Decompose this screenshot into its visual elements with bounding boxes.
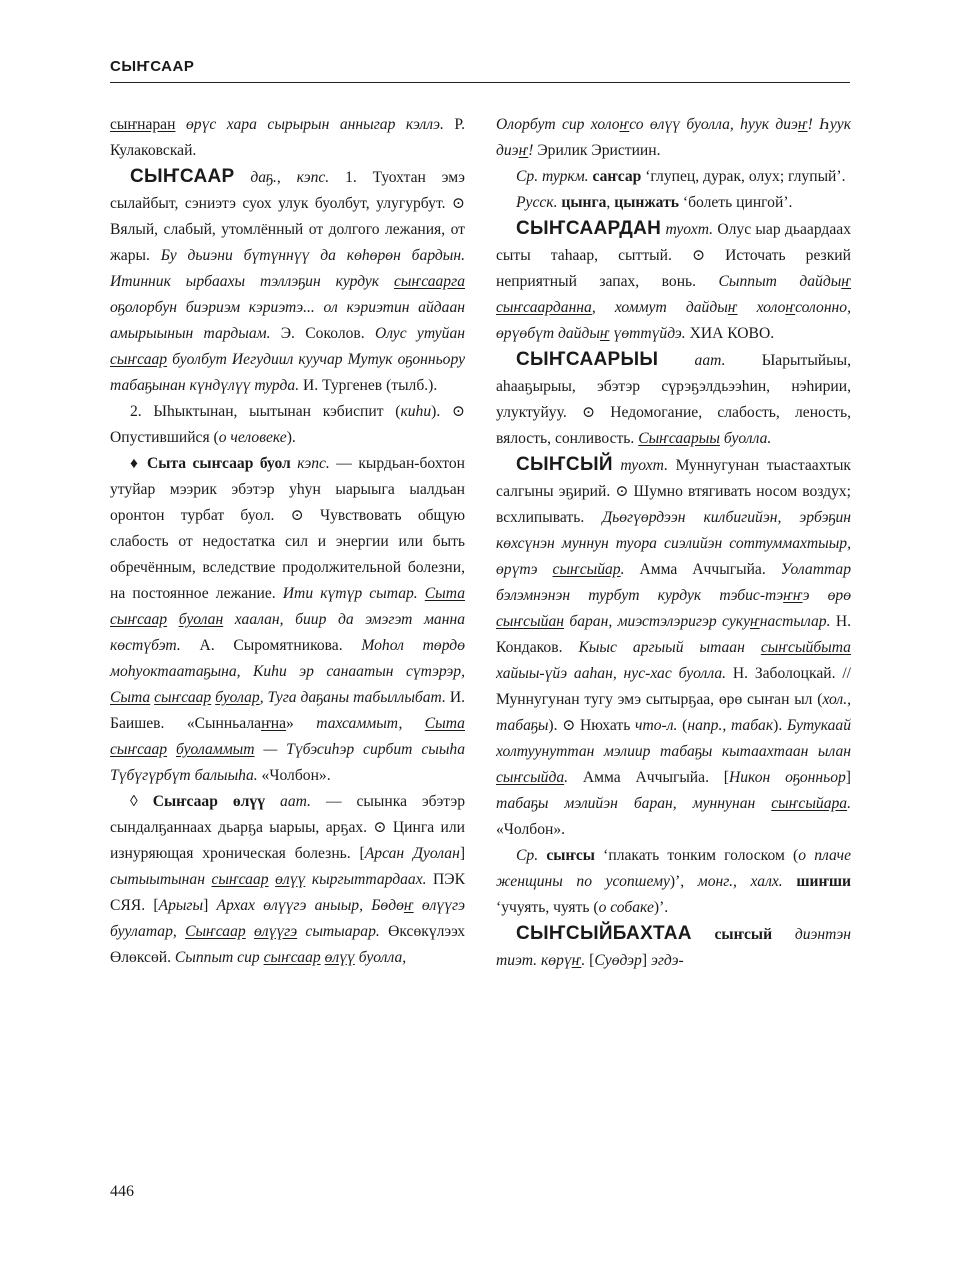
etymology-mongolian: Ср. сыҥсы ‘плакать тонким голоском (о плаче женщины по усопшему)’, монг., халх. шиҥши ‘учуять, чуять (о собаке)’. [496,847,852,916]
entry-syngsyibakhtaa: СЫҤСЫЙБАХТАА сыҥсый диэнтэн тиэт. көрүҥ. [Суөдэр] эгдэ- [496,923,851,969]
entry-syngsaar: СЫҤСААР даҕ., кэпс. 1. Туохтан эмэ сылайбыт, сэниэтэ суох улук буолбут, улугурбут. ⊙ Вялый, слабый, утомлённый от долгого лежания, от жары. Бу дьиэни бүтүннүү да көһөрөн бардын. Итинник ырбаахы тэллэҕин курдук сыҥсаарга оҕолорбун биэриэм кэриэтэ... ол кэриэтин айдаан амырыынын тардыам. Э. Соколов. Олус утуйан сыҥсаар буолбут Иегудиил куучар Мутук оҕонньору табаҕынан күндүлүү турда. И. Тургенев (тылб.). [110,166,466,394]
entry-idiom-syta-syngsaar: ♦ Сыта сыҥсаар буол кэпс. — кырдьан-бохтон утуйар мээрик эбэтэр уһун ыарыыга ыалдьан оронтон турбат буол. ⊙ Чувствовать общую слабость от недостатка сил и энергии или быть обречённым, вследствие продолжительной болезни, на постоянное лежание. Ити күтүр сытар. Сыта сыҥсаар буолан хаалан, биир да эмэгэт манна көстүбэт. А. Сыромятникова. Моһол төрдө моһуоктаатаҕына, Киһи эр санаатын сүтэрэр, Сыта сыҥсаар буолар, Туга даҕаны табыллыбат. И. Баишев. «Сынньалаҥна» тахсаммыт, Сыта сыҥсаар буоламмыт — Түбэсиһэр сирбит сыыһа Түбүгүрбүт балыыһа. «Чолбон». [110,455,465,784]
running-header [110,58,850,83]
entry-syngsyi: СЫҤСЫЙ туохт. Муннугунан тыастаахтык салгыны эҕирий. ⊙ Шумно втягивать носом воздух; всхлипывать. Дьөгүөрдээн килбигийэн, эрбэҕин көхсүнэн муннун туора сиэлийэн соттуммахтыыр, өрүтэ сыҥсыйар. Амма Аччыгыйа. Уолаттар бэлэмнэнэн турбут курдук тэбис-тэҥҥэ өрө сыҥсыйан баран, миэстэлэригэр сукуҥнастылар. Н. Кондаков. Кыыс аргыый ытаан сыҥсыйбыта хайыы-үйэ ааһан, нус-хас буолла. Н. Заболоцкай. // Муннугунан тугу эмэ сытырҕаа, өрө сыҥан ыл (хол., табаҕы). ⊙ Нюхать что-л. (напр., табак). Бутукаай холтуунуттан мэлиир табаҕы кытаахтаан ылан сыҥсыйда. Амма Аччыгыйа. [Никон оҕонньор] табаҕы мэлийэн баран, муннунан сыҥсыйара. «Чолбон». [496,454,852,838]
entry-continuation-right: Олорбут сир холоҥсо өлүү буолла, һуук диэҥ! Һуук диэҥ! Эрилик Эристиин. [496,116,851,159]
page-number: 446 [110,1183,134,1200]
entry-sense-2: 2. Ыһыктынан, ыытынан кэбиспит (киһи). ⊙ Опустившийся (о человеке). [110,403,465,446]
etymology-turkmen: Ср. туркм. саҥсар ‘глупец, дурак, олух; глупый’. [516,168,846,185]
right-column [496,112,851,974]
running-head-title: СЫҤСААР [110,58,195,75]
entry-syngsaaryy: СЫҤСААРЫЫ аат. Ыарытыйыы, аһааҕырыы, эбэтэр сүрэҕэлдьээһин, нэһирии, улуктуйуу. ⊙ Недомогание, слабость, леность, вялость, сонливость. Сыҥсаарыы буолла. [496,349,851,447]
entry-idiom-syngsaar-oluu: ◊ Сыҥсаар өлүү аат. — сыынка эбэтэр сындалҕаннаах дьарҕа ыарыы, арҕах. ⊙ Цинга или изнуряющая хроническая болезнь. [Арсан Дуолан] сытыытынан сыҥсаар өлүү кыргыттардаах. ПЭК СЯЯ. [Арыгы] Архах өлүүгэ аныыр, Бөдөҥ өлүүгэ буулатар, Сыҥсаар өлүүгэ сытыарар. Өксөкүлээх Өлөксөй. Сыппыт сир сыҥсаар өлүү буолла, [110,793,466,966]
entry-syngsaardan: СЫҤСААРДАН туохт. Олус ыар дьаардаах сыты таһаар, сыттый. ⊙ Источать резкий неприятный запах, вонь. Сыппыт дайдыҥ сыҥсаарданна, хоммут дайдыҥ холоҥсолонно, өрүөбүт дайдыҥ үөттүйдэ. ХИА КОВО. [496,218,851,342]
etymology-russian: Русск. цынга, цынжать ‘болеть цингой’. [516,194,793,211]
entry-continuation: сыҥнаран өрүс хара сырырын анныгар кэллэ. Р. Кулаковскай. [110,116,465,159]
left-column [110,112,465,971]
